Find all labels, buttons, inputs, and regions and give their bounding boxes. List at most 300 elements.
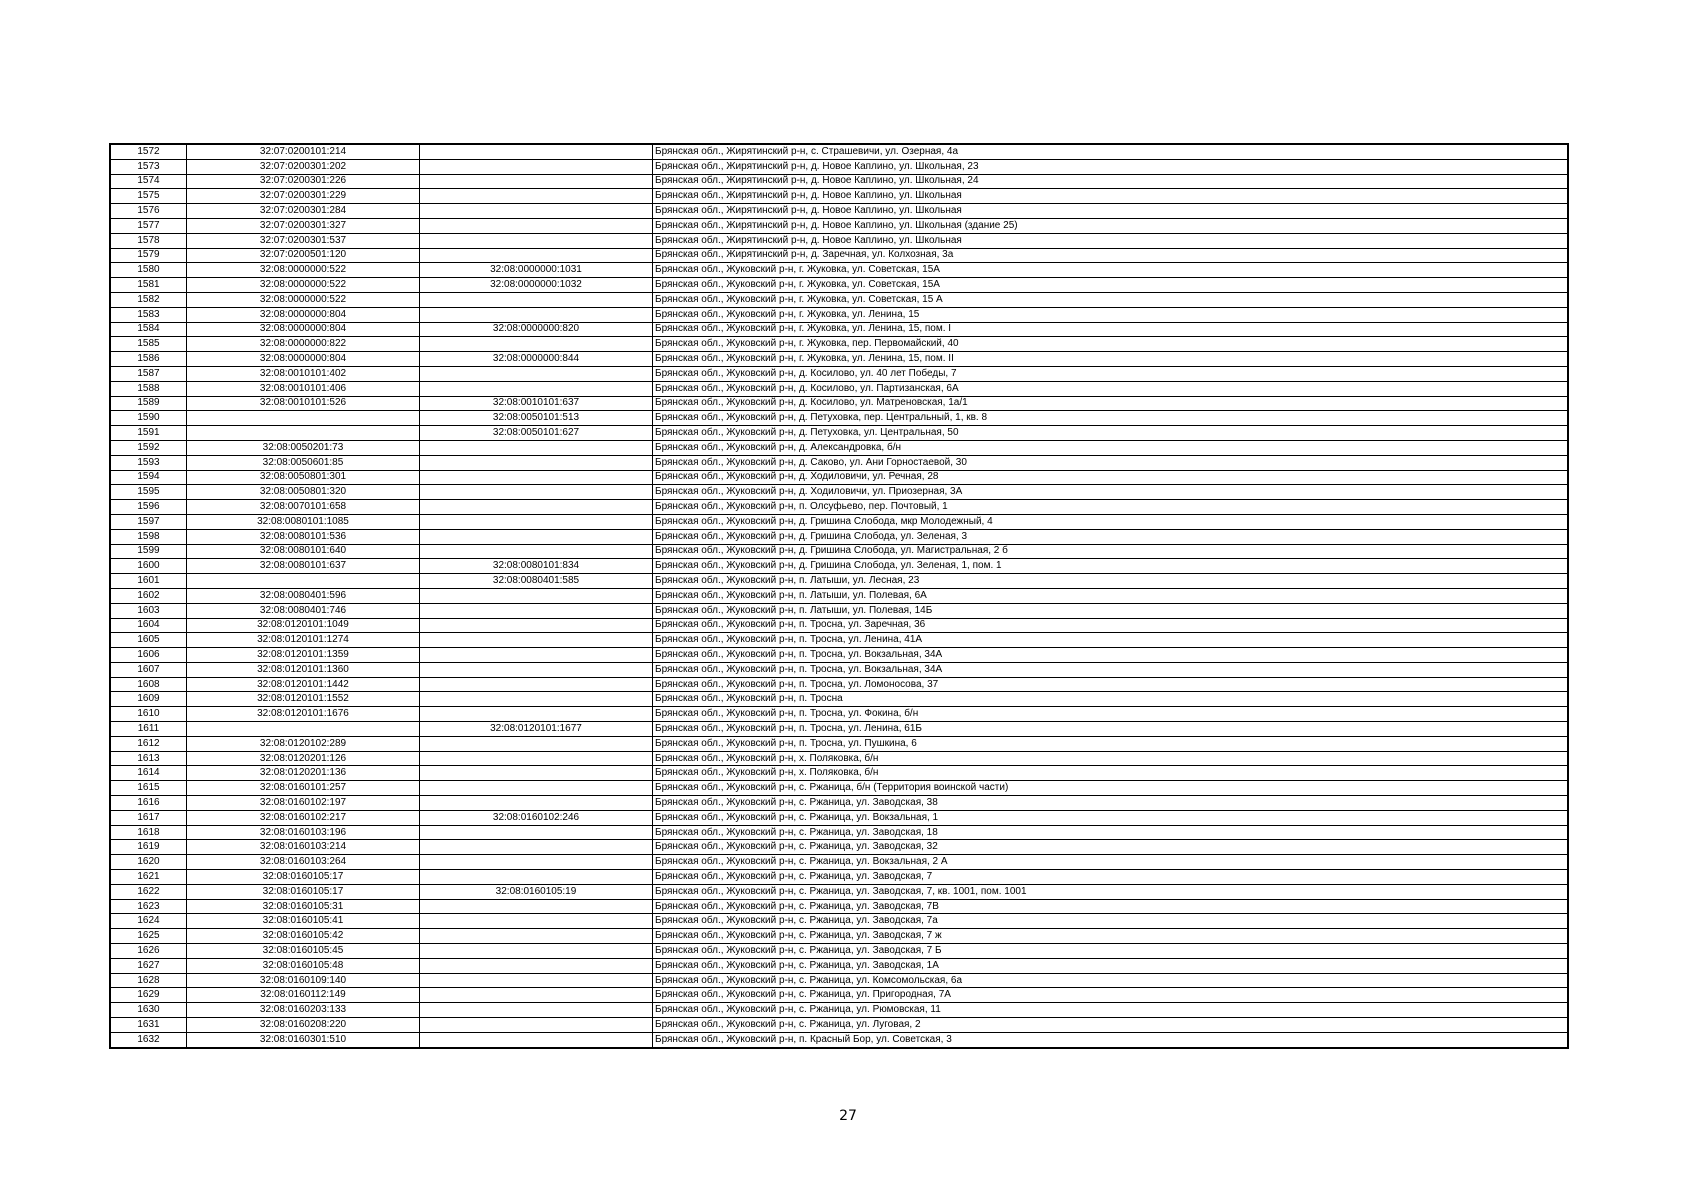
row-number-cell: 1626 <box>110 944 187 959</box>
row-number-cell: 1575 <box>110 189 187 204</box>
cadastral-number-cell: 32:08:0000000:822 <box>187 337 420 352</box>
cadastral-number-cell: 32:08:0160101:257 <box>187 781 420 796</box>
row-number-cell: 1574 <box>110 174 187 189</box>
address-cell: Брянская обл., Жуковский р-н, с. Ржаница, ул. Луговая, 2 <box>653 1018 1569 1033</box>
related-cadastral-number-cell <box>420 588 653 603</box>
address-cell: Брянская обл., Жуковский р-н, с. Ржаница, ул. Заводская, 7 <box>653 870 1569 885</box>
related-cadastral-number-cell <box>420 144 653 159</box>
cadastral-number-cell: 32:08:0050801:320 <box>187 485 420 500</box>
row-number-cell: 1594 <box>110 470 187 485</box>
row-number-cell: 1617 <box>110 810 187 825</box>
related-cadastral-number-cell <box>420 796 653 811</box>
related-cadastral-number-cell <box>420 973 653 988</box>
address-cell: Брянская обл., Жирятинский р-н, д. Новое Каплино, ул. Школьная, 24 <box>653 174 1569 189</box>
table-row <box>110 781 1568 796</box>
address-cell: Брянская обл., Жуковский р-н, г. Жуковка, ул. Ленина, 15 <box>653 307 1569 322</box>
cadastral-number-cell: 32:08:0160112:149 <box>187 988 420 1003</box>
address-cell: Брянская обл., Жуковский р-н, п. Олсуфьево, пер. Почтовый, 1 <box>653 500 1569 515</box>
table-row <box>110 722 1568 737</box>
row-number-cell: 1612 <box>110 736 187 751</box>
table-row <box>110 307 1568 322</box>
table-row <box>110 396 1568 411</box>
row-number-cell: 1608 <box>110 677 187 692</box>
row-number-cell: 1599 <box>110 544 187 559</box>
cadastral-number-cell: 32:08:0160103:214 <box>187 840 420 855</box>
row-number-cell: 1624 <box>110 914 187 929</box>
address-cell: Брянская обл., Жуковский р-н, с. Ржаница, ул. Вокзальная, 2 А <box>653 855 1569 870</box>
page-number: 27 <box>839 1108 857 1124</box>
address-cell: Брянская обл., Жирятинский р-н, д. Заречная, ул. Колхозная, 3а <box>653 248 1569 263</box>
row-number-cell: 1576 <box>110 204 187 219</box>
table-row <box>110 929 1568 944</box>
address-cell: Брянская обл., Жуковский р-н, х. Поляковка, б/н <box>653 751 1569 766</box>
address-cell: Брянская обл., Жуковский р-н, г. Жуковка, ул. Советская, 15 А <box>653 292 1569 307</box>
table-row <box>110 707 1568 722</box>
address-cell: Брянская обл., Жирятинский р-н, д. Новое Каплино, ул. Школьная <box>653 189 1569 204</box>
table-row <box>110 263 1568 278</box>
table-row <box>110 529 1568 544</box>
row-number-cell: 1572 <box>110 144 187 159</box>
cadastral-number-cell: 32:08:0160203:133 <box>187 1003 420 1018</box>
address-cell: Брянская обл., Жуковский р-н, д. Косилово, ул. Матреновская, 1а/1 <box>653 396 1569 411</box>
row-number-cell: 1589 <box>110 396 187 411</box>
row-number-cell: 1578 <box>110 233 187 248</box>
address-cell: Брянская обл., Жуковский р-н, д. Саково, ул. Ани Горностаевой, 30 <box>653 455 1569 470</box>
table-row <box>110 485 1568 500</box>
row-number-cell: 1604 <box>110 618 187 633</box>
table-row <box>110 411 1568 426</box>
related-cadastral-number-cell <box>420 929 653 944</box>
row-number-cell: 1582 <box>110 292 187 307</box>
table-row <box>110 958 1568 973</box>
cadastral-number-cell: 32:08:0000000:522 <box>187 263 420 278</box>
related-cadastral-number-cell <box>420 648 653 663</box>
cadastral-number-cell: 32:08:0080101:640 <box>187 544 420 559</box>
table-row <box>110 751 1568 766</box>
table-row <box>110 855 1568 870</box>
row-number-cell: 1601 <box>110 574 187 589</box>
cadastral-number-cell: 32:08:0070101:658 <box>187 500 420 515</box>
address-cell: Брянская обл., Жуковский р-н, с. Ржаница, ул. Заводская, 7 Б <box>653 944 1569 959</box>
address-cell: Брянская обл., Жуковский р-н, д. Петуховка, пер. Центральный, 1, кв. 8 <box>653 411 1569 426</box>
cadastral-number-cell: 32:08:0050801:301 <box>187 470 420 485</box>
row-number-cell: 1611 <box>110 722 187 737</box>
address-cell: Брянская обл., Жуковский р-н, п. Троcна, ул. Вокзальная, 34А <box>653 648 1569 663</box>
table-row <box>110 337 1568 352</box>
row-number-cell: 1606 <box>110 648 187 663</box>
address-cell: Брянская обл., Жуковский р-н, д. Косилово, ул. 40 лет Победы, 7 <box>653 366 1569 381</box>
related-cadastral-number-cell <box>420 337 653 352</box>
address-cell: Брянская обл., Жуковский р-н, п. Троcна, ул. Фокина, б/н <box>653 707 1569 722</box>
related-cadastral-number-cell <box>420 174 653 189</box>
cadastral-number-cell: 32:08:0050601:85 <box>187 455 420 470</box>
table-row <box>110 1032 1568 1047</box>
related-cadastral-number-cell: 32:08:0120101:1677 <box>420 722 653 737</box>
cadastral-number-cell: 32:08:0120101:1274 <box>187 633 420 648</box>
table-row <box>110 603 1568 618</box>
row-number-cell: 1630 <box>110 1003 187 1018</box>
cadastral-number-cell: 32:08:0010101:526 <box>187 396 420 411</box>
address-cell: Брянская обл., Жуковский р-н, г. Жуковка, ул. Советская, 15А <box>653 278 1569 293</box>
address-cell: Брянская обл., Жирятинский р-н, с. Страшевичи, ул. Озерная, 4а <box>653 144 1569 159</box>
address-cell: Брянская обл., Жуковский р-н, п. Троcна, ул. Ленина, 61Б <box>653 722 1569 737</box>
related-cadastral-number-cell <box>420 781 653 796</box>
cadastral-number-cell: 32:08:0080101:637 <box>187 559 420 574</box>
row-number-cell: 1585 <box>110 337 187 352</box>
address-cell: Брянская обл., Жуковский р-н, п. Латыши, ул. Полевая, 6А <box>653 588 1569 603</box>
address-cell: Брянская обл., Жуковский р-н, д. Гришина Слобода, ул. Зеленая, 1, пом. 1 <box>653 559 1569 574</box>
cadastral-number-cell <box>187 574 420 589</box>
address-cell: Брянская обл., Жуковский р-н, д. Петуховка, ул. Центральная, 50 <box>653 426 1569 441</box>
cadastral-number-cell: 32:08:0160301:510 <box>187 1032 420 1047</box>
related-cadastral-number-cell: 32:08:0160105:19 <box>420 884 653 899</box>
table-row <box>110 352 1568 367</box>
address-cell: Брянская обл., Жуковский р-н, с. Ржаница, ул. Пригородная, 7А <box>653 988 1569 1003</box>
table-row <box>110 588 1568 603</box>
table-row <box>110 796 1568 811</box>
table-row <box>110 426 1568 441</box>
cadastral-number-cell: 32:08:0000000:804 <box>187 352 420 367</box>
related-cadastral-number-cell <box>420 618 653 633</box>
row-number-cell: 1584 <box>110 322 187 337</box>
cadastral-number-cell: 32:08:0010101:406 <box>187 381 420 396</box>
table-row <box>110 440 1568 455</box>
row-number-cell: 1577 <box>110 218 187 233</box>
row-number-cell: 1618 <box>110 825 187 840</box>
row-number-cell: 1595 <box>110 485 187 500</box>
cadastral-number-cell: 32:08:0160105:48 <box>187 958 420 973</box>
related-cadastral-number-cell: 32:08:0000000:1032 <box>420 278 653 293</box>
row-number-cell: 1573 <box>110 159 187 174</box>
related-cadastral-number-cell <box>420 1003 653 1018</box>
related-cadastral-number-cell <box>420 707 653 722</box>
cadastral-number-cell: 32:08:0160105:41 <box>187 914 420 929</box>
related-cadastral-number-cell <box>420 633 653 648</box>
address-cell: Брянская обл., Жуковский р-н, с. Ржаница, ул. Заводская, 7 ж <box>653 929 1569 944</box>
table-row <box>110 766 1568 781</box>
related-cadastral-number-cell <box>420 855 653 870</box>
related-cadastral-number-cell <box>420 455 653 470</box>
cadastral-number-cell: 32:08:0160102:217 <box>187 810 420 825</box>
table-row <box>110 810 1568 825</box>
row-number-cell: 1615 <box>110 781 187 796</box>
cadastral-number-cell: 32:08:0120101:1360 <box>187 662 420 677</box>
table-row <box>110 455 1568 470</box>
table-row <box>110 944 1568 959</box>
row-number-cell: 1623 <box>110 899 187 914</box>
cadastral-number-cell: 32:08:0120102:289 <box>187 736 420 751</box>
related-cadastral-number-cell <box>420 692 653 707</box>
row-number-cell: 1598 <box>110 529 187 544</box>
table-row <box>110 692 1568 707</box>
address-cell: Брянская обл., Жирятинский р-н, д. Новое Каплино, ул. Школьная, 23 <box>653 159 1569 174</box>
related-cadastral-number-cell <box>420 233 653 248</box>
table-row <box>110 233 1568 248</box>
related-cadastral-number-cell <box>420 307 653 322</box>
row-number-cell: 1622 <box>110 884 187 899</box>
table-row <box>110 662 1568 677</box>
table-row <box>110 973 1568 988</box>
table-row <box>110 366 1568 381</box>
related-cadastral-number-cell <box>420 914 653 929</box>
address-cell: Брянская обл., Жуковский р-н, п. Красный Бор, ул. Советская, 3 <box>653 1032 1569 1047</box>
related-cadastral-number-cell <box>420 766 653 781</box>
table-row <box>110 174 1568 189</box>
row-number-cell: 1592 <box>110 440 187 455</box>
cadastral-number-cell: 32:07:0200501:120 <box>187 248 420 263</box>
address-cell: Брянская обл., Жуковский р-н, д. Косилово, ул. Партизанская, 6А <box>653 381 1569 396</box>
address-cell: Брянская обл., Жуковский р-н, п. Троcна, ул. Вокзальная, 34А <box>653 662 1569 677</box>
related-cadastral-number-cell: 32:08:0000000:820 <box>420 322 653 337</box>
cadastral-number-cell: 32:08:0160208:220 <box>187 1018 420 1033</box>
row-number-cell: 1603 <box>110 603 187 618</box>
cadastral-number-cell: 32:07:0200301:284 <box>187 204 420 219</box>
table-row <box>110 899 1568 914</box>
address-cell: Брянская обл., Жуковский р-н, с. Ржаница, ул. Заводская, 7, кв. 1001, пом. 1001 <box>653 884 1569 899</box>
related-cadastral-number-cell <box>420 248 653 263</box>
table-row <box>110 574 1568 589</box>
related-cadastral-number-cell <box>420 381 653 396</box>
cadastral-number-cell: 32:08:0160105:31 <box>187 899 420 914</box>
table-row <box>110 500 1568 515</box>
address-cell: Брянская обл., Жуковский р-н, с. Ржаница, ул. Вокзальная, 1 <box>653 810 1569 825</box>
cadastral-number-cell: 32:08:0000000:522 <box>187 278 420 293</box>
cadastral-number-cell: 32:07:0200301:537 <box>187 233 420 248</box>
cadastral-number-cell: 32:08:0000000:804 <box>187 307 420 322</box>
row-number-cell: 1609 <box>110 692 187 707</box>
row-number-cell: 1627 <box>110 958 187 973</box>
cadastral-number-cell: 32:08:0160105:17 <box>187 870 420 885</box>
cadastral-number-cell: 32:08:0160109:140 <box>187 973 420 988</box>
cadastral-number-cell: 32:08:0000000:804 <box>187 322 420 337</box>
cadastral-number-cell: 32:07:0200301:229 <box>187 189 420 204</box>
row-number-cell: 1588 <box>110 381 187 396</box>
table-row <box>110 633 1568 648</box>
table-row <box>110 677 1568 692</box>
cadastral-number-cell: 32:08:0160105:17 <box>187 884 420 899</box>
related-cadastral-number-cell <box>420 944 653 959</box>
related-cadastral-number-cell <box>420 662 653 677</box>
address-cell: Брянская обл., Жуковский р-н, с. Ржаница, ул. Заводская, 32 <box>653 840 1569 855</box>
row-number-cell: 1586 <box>110 352 187 367</box>
table-row <box>110 381 1568 396</box>
related-cadastral-number-cell <box>420 603 653 618</box>
table-row <box>110 544 1568 559</box>
cadastral-number-cell: 32:08:0000000:522 <box>187 292 420 307</box>
table-row <box>110 840 1568 855</box>
table-row <box>110 870 1568 885</box>
row-number-cell: 1583 <box>110 307 187 322</box>
related-cadastral-number-cell <box>420 189 653 204</box>
related-cadastral-number-cell: 32:08:0160102:246 <box>420 810 653 825</box>
cadastral-number-cell: 32:08:0120101:1442 <box>187 677 420 692</box>
row-number-cell: 1629 <box>110 988 187 1003</box>
row-number-cell: 1579 <box>110 248 187 263</box>
cadastral-number-cell: 32:07:0200301:327 <box>187 218 420 233</box>
table-row <box>110 736 1568 751</box>
related-cadastral-number-cell <box>420 204 653 219</box>
address-cell: Брянская обл., Жуковский р-н, п. Троcна, ул. Заречная, 36 <box>653 618 1569 633</box>
related-cadastral-number-cell: 32:08:0010101:637 <box>420 396 653 411</box>
related-cadastral-number-cell <box>420 514 653 529</box>
table-row <box>110 204 1568 219</box>
related-cadastral-number-cell: 32:08:0080101:834 <box>420 559 653 574</box>
table-row <box>110 144 1568 159</box>
cadastral-number-cell: 32:07:0200301:226 <box>187 174 420 189</box>
table-row <box>110 914 1568 929</box>
address-cell: Брянская обл., Жуковский р-н, с. Ржаница, ул. Заводская, 1А <box>653 958 1569 973</box>
related-cadastral-number-cell <box>420 988 653 1003</box>
cadastral-number-cell <box>187 722 420 737</box>
related-cadastral-number-cell <box>420 899 653 914</box>
related-cadastral-number-cell: 32:08:0080401:585 <box>420 574 653 589</box>
related-cadastral-number-cell <box>420 1032 653 1047</box>
cadastral-number-cell: 32:08:0080401:596 <box>187 588 420 603</box>
table-row <box>110 514 1568 529</box>
address-cell: Брянская обл., Жуковский р-н, п. Троcна, ул. Ломоносова, 37 <box>653 677 1569 692</box>
row-number-cell: 1580 <box>110 263 187 278</box>
row-number-cell: 1613 <box>110 751 187 766</box>
row-number-cell: 1581 <box>110 278 187 293</box>
related-cadastral-number-cell: 32:08:0000000:1031 <box>420 263 653 278</box>
table-row <box>110 559 1568 574</box>
cadastral-number-cell: 32:08:0160105:42 <box>187 929 420 944</box>
cadastral-number-cell: 32:08:0160103:264 <box>187 855 420 870</box>
cadastral-number-cell <box>187 426 420 441</box>
address-cell: Брянская обл., Жуковский р-н, д. Гришина Слобода, ул. Зеленая, 3 <box>653 529 1569 544</box>
row-number-cell: 1616 <box>110 796 187 811</box>
related-cadastral-number-cell <box>420 1018 653 1033</box>
address-cell: Брянская обл., Жуковский р-н, г. Жуковка, ул. Ленина, 15, пом. I <box>653 322 1569 337</box>
related-cadastral-number-cell <box>420 751 653 766</box>
data-table <box>109 143 1569 1049</box>
related-cadastral-number-cell: 32:08:0050101:513 <box>420 411 653 426</box>
table-row <box>110 648 1568 663</box>
related-cadastral-number-cell <box>420 736 653 751</box>
related-cadastral-number-cell <box>420 529 653 544</box>
cadastral-number-cell: 32:07:0200101:214 <box>187 144 420 159</box>
address-cell: Брянская обл., Жирятинский р-н, д. Новое Каплино, ул. Школьная <box>653 233 1569 248</box>
cadastral-number-cell: 32:08:0120101:1676 <box>187 707 420 722</box>
address-cell: Брянская обл., Жуковский р-н, с. Ржаница, ул. Заводская, 7а <box>653 914 1569 929</box>
row-number-cell: 1600 <box>110 559 187 574</box>
row-number-cell: 1590 <box>110 411 187 426</box>
cadastral-number-cell: 32:08:0120101:1049 <box>187 618 420 633</box>
table-row <box>110 292 1568 307</box>
address-cell: Брянская обл., Жуковский р-н, д. Ходиловичи, ул. Приозерная, 3А <box>653 485 1569 500</box>
related-cadastral-number-cell <box>420 825 653 840</box>
address-cell: Брянская обл., Жирятинский р-н, д. Новое Каплино, ул. Школьная <box>653 204 1569 219</box>
related-cadastral-number-cell <box>420 470 653 485</box>
table-row <box>110 470 1568 485</box>
address-cell: Брянская обл., Жуковский р-н, с. Ржаница, ул. Заводская, 7В <box>653 899 1569 914</box>
cadastral-number-cell: 32:08:0120101:1359 <box>187 648 420 663</box>
related-cadastral-number-cell: 32:08:0000000:844 <box>420 352 653 367</box>
row-number-cell: 1620 <box>110 855 187 870</box>
related-cadastral-number-cell <box>420 485 653 500</box>
cadastral-number-cell: 32:08:0120201:126 <box>187 751 420 766</box>
table-row <box>110 1018 1568 1033</box>
cadastral-number-cell: 32:08:0010101:402 <box>187 366 420 381</box>
table-row <box>110 248 1568 263</box>
cadastral-number-cell: 32:08:0160103:196 <box>187 825 420 840</box>
address-cell: Брянская обл., Жуковский р-н, г. Жуковка, ул. Ленина, 15, пом. II <box>653 352 1569 367</box>
row-number-cell: 1610 <box>110 707 187 722</box>
row-number-cell: 1593 <box>110 455 187 470</box>
table-row <box>110 278 1568 293</box>
address-cell: Брянская обл., Жуковский р-н, п. Троcна <box>653 692 1569 707</box>
related-cadastral-number-cell: 32:08:0050101:627 <box>420 426 653 441</box>
address-cell: Брянская обл., Жуковский р-н, х. Поляковка, б/н <box>653 766 1569 781</box>
data-table-body <box>110 144 1568 1048</box>
related-cadastral-number-cell <box>420 440 653 455</box>
address-cell: Брянская обл., Жуковский р-н, с. Ржаница, ул. Комсомольская, 6а <box>653 973 1569 988</box>
row-number-cell: 1632 <box>110 1032 187 1047</box>
address-cell: Брянская обл., Жуковский р-н, г. Жуковка, пер. Первомайский, 40 <box>653 337 1569 352</box>
address-cell: Брянская обл., Жуковский р-н, с. Ржаница, б/н (Территория воинской части) <box>653 781 1569 796</box>
row-number-cell: 1605 <box>110 633 187 648</box>
row-number-cell: 1587 <box>110 366 187 381</box>
table-row <box>110 825 1568 840</box>
related-cadastral-number-cell <box>420 218 653 233</box>
related-cadastral-number-cell <box>420 500 653 515</box>
cadastral-number-cell: 32:08:0160102:197 <box>187 796 420 811</box>
table-row <box>110 988 1568 1003</box>
row-number-cell: 1621 <box>110 870 187 885</box>
address-cell: Брянская обл., Жуковский р-н, г. Жуковка, ул. Советская, 15А <box>653 263 1569 278</box>
address-cell: Брянская обл., Жуковский р-н, п. Троcна, ул. Пушкина, 6 <box>653 736 1569 751</box>
related-cadastral-number-cell <box>420 677 653 692</box>
related-cadastral-number-cell <box>420 958 653 973</box>
related-cadastral-number-cell <box>420 292 653 307</box>
address-cell: Брянская обл., Жуковский р-н, п. Латыши, ул. Полевая, 14Б <box>653 603 1569 618</box>
cadastral-number-cell <box>187 411 420 426</box>
address-cell: Брянская обл., Жирятинский р-н, д. Новое Каплино, ул. Школьная (здание 25) <box>653 218 1569 233</box>
row-number-cell: 1607 <box>110 662 187 677</box>
table-row <box>110 322 1568 337</box>
address-cell: Брянская обл., Жуковский р-н, с. Ржаница, ул. Заводская, 18 <box>653 825 1569 840</box>
related-cadastral-number-cell <box>420 159 653 174</box>
row-number-cell: 1614 <box>110 766 187 781</box>
cadastral-number-cell: 32:08:0160105:45 <box>187 944 420 959</box>
row-number-cell: 1596 <box>110 500 187 515</box>
cadastral-number-cell: 32:08:0050201:73 <box>187 440 420 455</box>
address-cell: Брянская обл., Жуковский р-н, д. Гришина Слобода, мкр Молодежный, 4 <box>653 514 1569 529</box>
cadastral-number-cell: 32:08:0080101:536 <box>187 529 420 544</box>
address-cell: Брянская обл., Жуковский р-н, д. Александровка, б/н <box>653 440 1569 455</box>
table-row <box>110 884 1568 899</box>
cadastral-number-cell: 32:08:0120101:1552 <box>187 692 420 707</box>
table-row <box>110 618 1568 633</box>
table-row <box>110 218 1568 233</box>
related-cadastral-number-cell <box>420 840 653 855</box>
address-cell: Брянская обл., Жуковский р-н, д. Гришина Слобода, ул. Магистральная, 2 б <box>653 544 1569 559</box>
row-number-cell: 1591 <box>110 426 187 441</box>
table-row <box>110 1003 1568 1018</box>
row-number-cell: 1602 <box>110 588 187 603</box>
cadastral-number-cell: 32:08:0080101:1085 <box>187 514 420 529</box>
row-number-cell: 1597 <box>110 514 187 529</box>
address-cell: Брянская обл., Жуковский р-н, п. Латыши, ул. Лесная, 23 <box>653 574 1569 589</box>
row-number-cell: 1631 <box>110 1018 187 1033</box>
row-number-cell: 1619 <box>110 840 187 855</box>
row-number-cell: 1628 <box>110 973 187 988</box>
table-row <box>110 159 1568 174</box>
row-number-cell: 1625 <box>110 929 187 944</box>
cadastral-number-cell: 32:08:0080401:746 <box>187 603 420 618</box>
related-cadastral-number-cell <box>420 366 653 381</box>
address-cell: Брянская обл., Жуковский р-н, с. Ржаница, ул. Рюмовская, 11 <box>653 1003 1569 1018</box>
